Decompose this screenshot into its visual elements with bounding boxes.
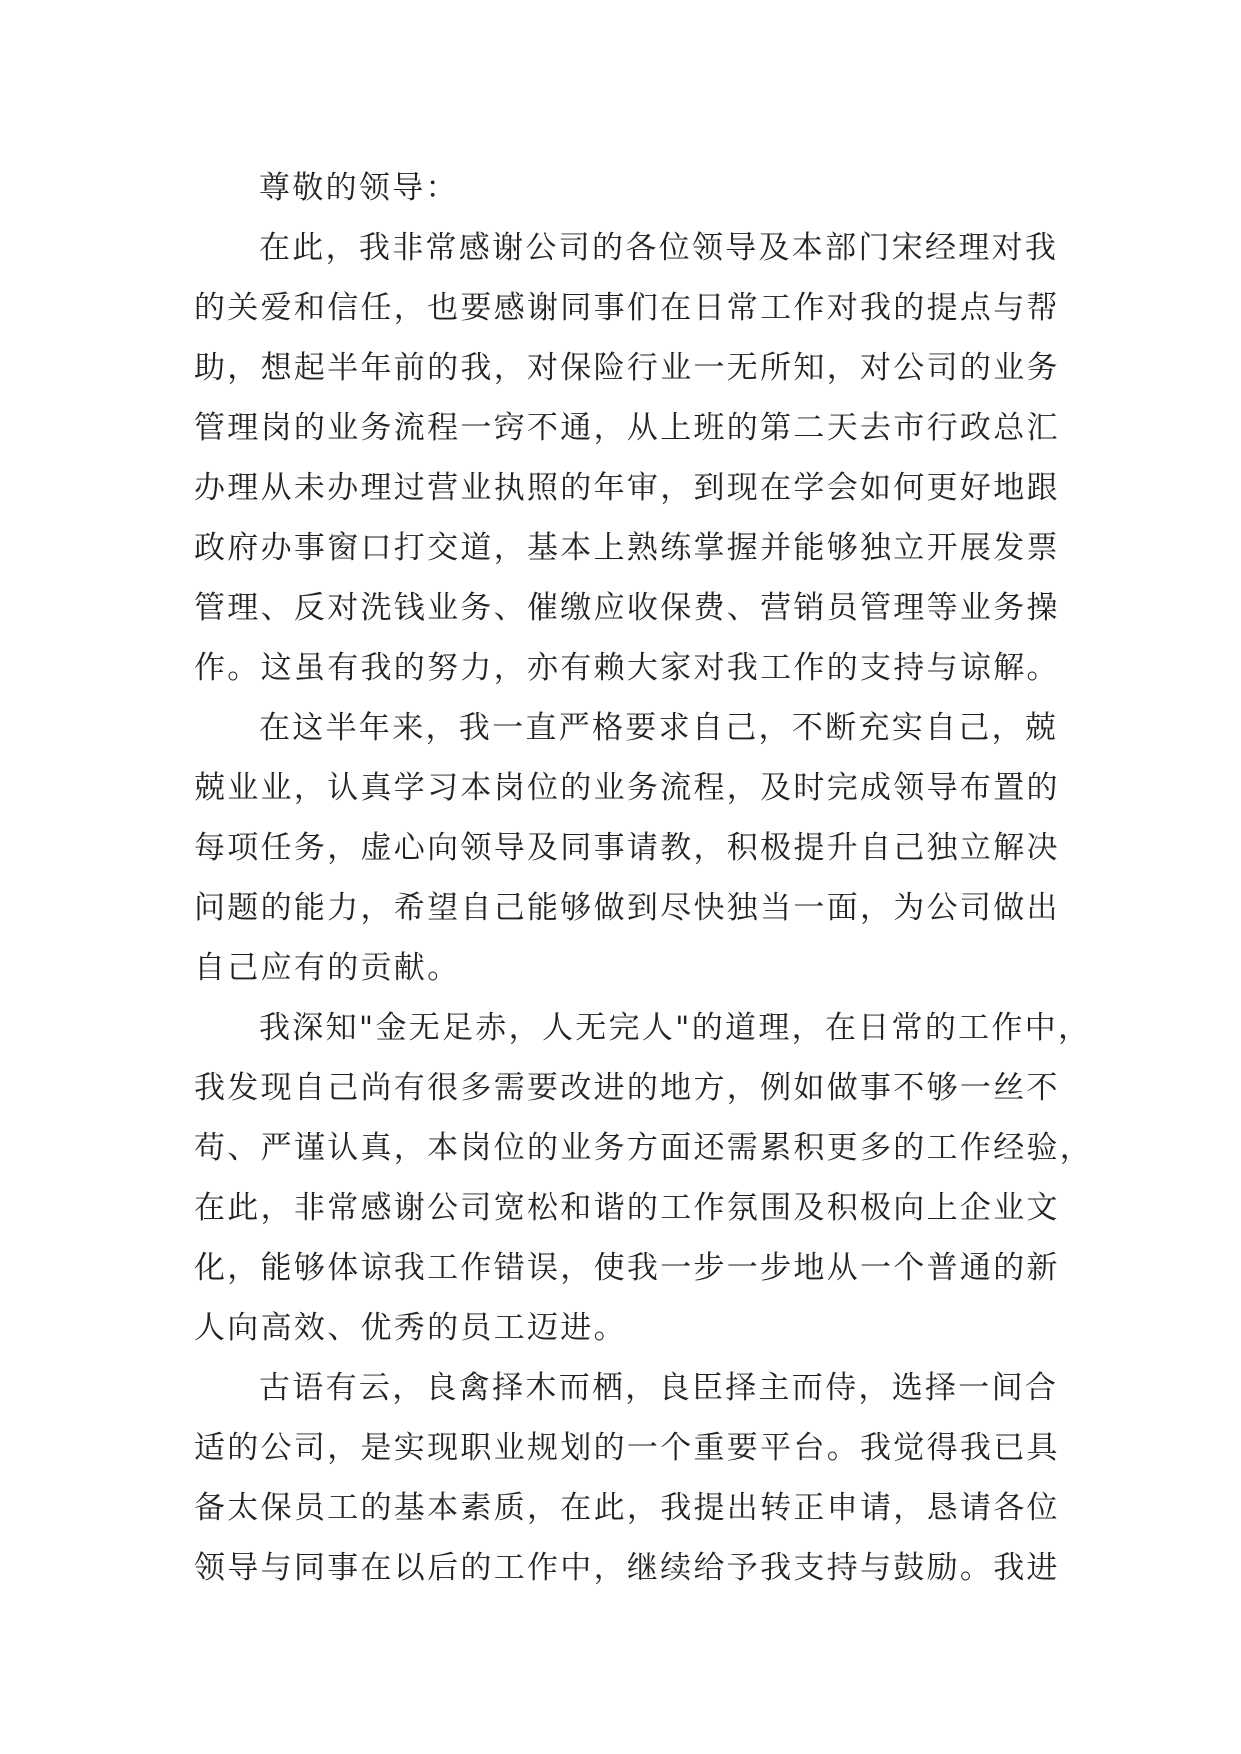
paragraph-4-line-4: 领导与同事在以后的工作中，继续给予我支持与鼓励。我进 bbox=[194, 1550, 1060, 1586]
paragraph-3-line-4: 在此，非常感谢公司宽松和谐的工作氛围及积极向上企业文 bbox=[194, 1190, 1060, 1226]
paragraph-1-line-7: 管理、反对洗钱业务、催缴应收保费、营销员管理等业务操 bbox=[194, 590, 1060, 626]
letter-body bbox=[194, 158, 1094, 1598]
paragraph-3-line-2: 我发现自己尚有很多需要改进的地方，例如做事不够一丝不 bbox=[194, 1070, 1060, 1106]
paragraph-2-line-1: 在这半年来，我一直严格要求自己，不断充实自己，兢 bbox=[259, 710, 1059, 746]
paragraph-2-line-4: 问题的能力，希望自己能够做到尽快独当一面，为公司做出 bbox=[194, 890, 1060, 926]
paragraph-2-line-5: 自己应有的贡献。 bbox=[194, 950, 461, 986]
paragraph-3-line-6: 人向高效、优秀的员工迈进。 bbox=[194, 1310, 627, 1346]
paragraph-3-line-5: 化，能够体谅我工作错误，使我一步一步地从一个普通的新 bbox=[194, 1250, 1060, 1286]
paragraph-1-line-2: 的关爱和信任，也要感谢同事们在日常工作对我的提点与帮 bbox=[194, 290, 1060, 326]
paragraph-3-line-3: 苟、严谨认真，本岗位的业务方面还需累积更多的工作经验， bbox=[194, 1130, 1094, 1166]
paragraph-1-line-1: 在此，我非常感谢公司的各位领导及本部门宋经理对我 bbox=[259, 230, 1059, 266]
paragraph-3-line-1: 我深知"金无足赤，人无完人"的道理，在日常的工作中， bbox=[259, 1010, 1092, 1046]
paragraph-1-line-3: 助，想起半年前的我，对保险行业一无所知，对公司的业务 bbox=[194, 350, 1060, 386]
salutation: 尊敬的领导： bbox=[259, 170, 459, 206]
paragraph-1-line-4: 管理岗的业务流程一窍不通，从上班的第二天去市行政总汇 bbox=[194, 410, 1060, 446]
paragraph-2-line-2: 兢业业，认真学习本岗位的业务流程，及时完成领导布置的 bbox=[194, 770, 1060, 806]
paragraph-4-line-1: 古语有云，良禽择木而栖，良臣择主而侍，选择一间合 bbox=[259, 1370, 1059, 1406]
paragraph-2-line-3: 每项任务，虚心向领导及同事请教，积极提升自己独立解决 bbox=[194, 830, 1060, 866]
paragraph-4-line-3: 备太保员工的基本素质，在此，我提出转正申请，恳请各位 bbox=[194, 1490, 1060, 1526]
paragraph-4-line-2: 适的公司，是实现职业规划的一个重要平台。我觉得我已具 bbox=[194, 1430, 1060, 1466]
paragraph-1-line-6: 政府办事窗口打交道，基本上熟练掌握并能够独立开展发票 bbox=[194, 530, 1060, 566]
paragraph-1-line-8: 作。这虽有我的努力，亦有赖大家对我工作的支持与谅解。 bbox=[194, 650, 1060, 686]
paragraph-1-line-5: 办理从未办理过营业执照的年审，到现在学会如何更好地跟 bbox=[194, 470, 1060, 506]
